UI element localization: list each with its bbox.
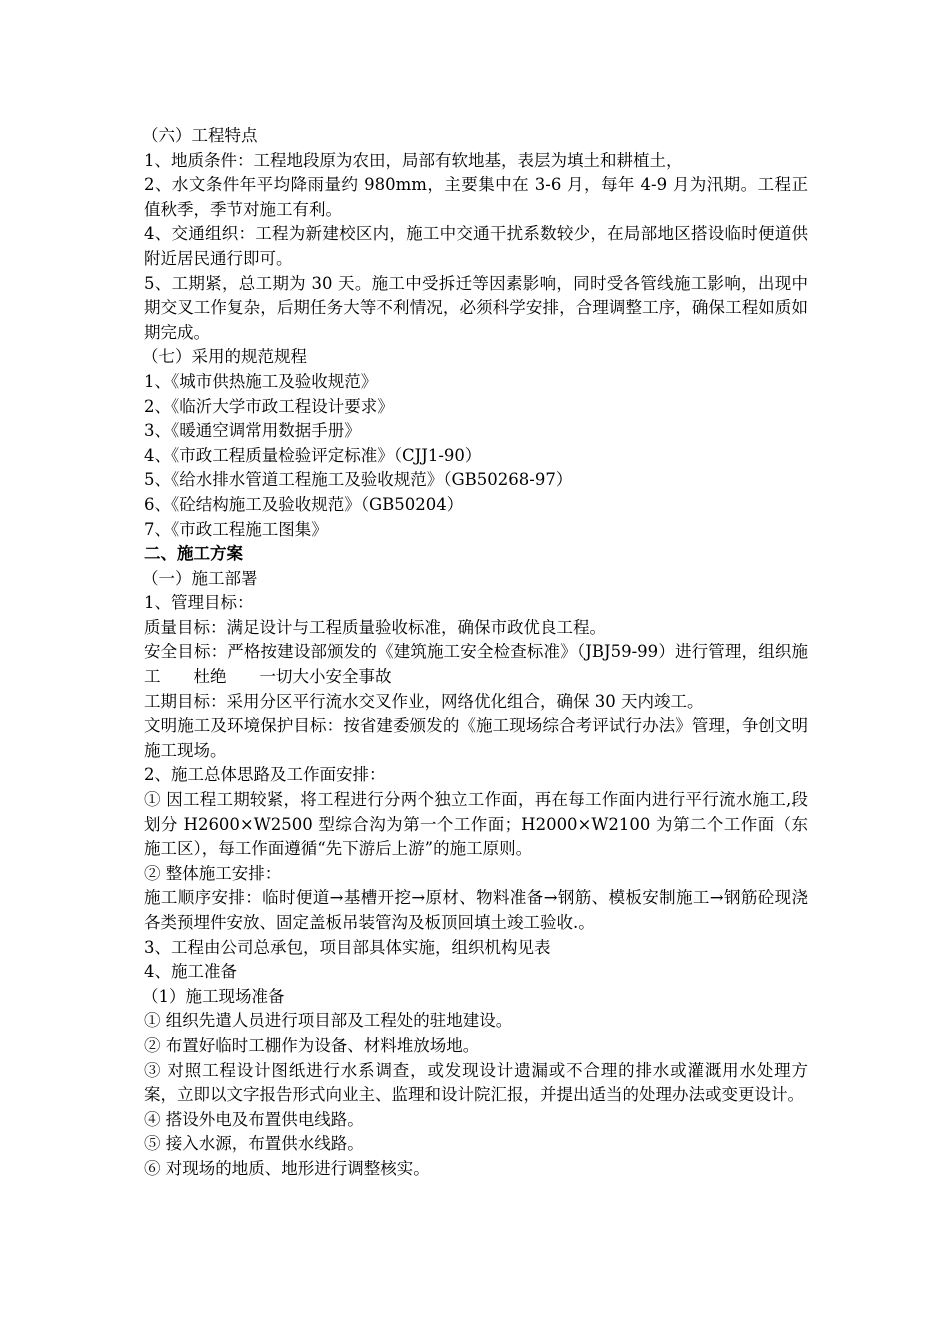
standard-item: 6、《砼结构施工及验收规范》（GB50204）: [144, 494, 464, 514]
subheading-preparation: 4、施工准备: [144, 962, 237, 982]
paragraph-schedule: 5、工期紧，总工期为 30 天。施工中受拆迁等因素影响，同时受各管线施工影响，出现中期交叉工作复杂，后期任务大等不利情况，必须科学安排，合理调整工序，确保工程如质如期完成。: [144, 273, 808, 342]
paragraph-hydrology: 2、水文条件年平均降雨量约 980mm，主要集中在 3-6 月，每年 4-9 月为汛期。工程正值秋季，季节对施工有利。: [144, 175, 808, 219]
preparation-item: ⑤ 接入水源，布置供水线路。: [144, 1134, 364, 1154]
standard-item: 3、《暖通空调常用数据手册》: [144, 421, 361, 441]
subheading-management-goals: 1、管理目标：: [144, 593, 254, 613]
standard-item: 5、《给水排水管道工程施工及验收规范》（GB50268-97）: [144, 470, 573, 490]
section-heading-project-features: （六）工程特点: [142, 126, 258, 145]
preparation-item: ② 布置好临时工棚作为设备、材料堆放场地。: [144, 1035, 480, 1055]
preparation-item: ⑥ 对现场的地质、地形进行调整核实。: [144, 1158, 430, 1178]
preparation-item: ① 组织先遣人员进行项目部及工程处的驻地建设。: [144, 1011, 513, 1031]
chapter-heading-construction-plan: 二、施工方案: [144, 544, 243, 564]
preparation-item: ③ 对照工程设计图纸进行水系调查，或发现设计遗漏或不合理的排水或灌溉用水处理方案，立即以文字报告形式向业主、监理和设计院汇报，并提出适当的处理办法或变更设计。: [144, 1060, 808, 1105]
paragraph-geology: 1、地质条件：工程地段原为农田，局部有软地基，表层为填土和耕植土，: [144, 150, 683, 170]
standard-item: 2、《临沂大学市政工程设计要求》: [144, 396, 394, 416]
preparation-item: ④ 搭设外电及布置供电线路。: [144, 1109, 364, 1129]
standard-item: 4、《市政工程质量检验评定标准》（CJJ1-90）: [144, 445, 482, 465]
paragraph-work-faces: ① 因工程工期较紧，将工程进行分两个独立工作面，再在每工作面内进行平行流水施工,段划分 H2600×W2500 型综合沟为第一个工作面；H2000×W2100 为第二个工作面（东施工区），每工作面遵循“先下游后上游”的施工原则。: [144, 790, 808, 859]
paragraph-traffic: 4、交通组织：工程为新建校区内，施工中交通干扰系数较少，在局部地区搭设临时便道供附近居民通行即可。: [144, 224, 808, 268]
paragraph-quality-goal: 质量目标：满足设计与工程质量验收标准，确保市政优良工程。: [144, 617, 606, 637]
paragraph-construction-sequence: 施工顺序安排：临时便道→基槽开挖→原材、物料准备→钢筋、模板安制施工→钢筋砼现浇各类预埋件安放、固定盖板吊装管沟及板顶回填土竣工验收.。: [144, 888, 808, 932]
document-page: [144, 124, 808, 1182]
standard-item: 1、《城市供热施工及验收规范》: [144, 371, 378, 391]
subheading-site-preparation: （1）施工现场准备: [142, 986, 285, 1006]
subheading-overall-arrangement: ② 整体施工安排：: [144, 863, 282, 883]
paragraph-schedule-goal: 工期目标：采用分区平行流水交叉作业，网络优化组合，确保 30 天内竣工。: [144, 691, 704, 711]
subheading-overall-approach: 2、施工总体思路及工作面安排：: [144, 765, 386, 785]
section-heading-deployment: （一）施工部署: [142, 568, 258, 588]
paragraph-safety-goal: 安全目标：严格按建设部颁发的《建筑施工安全检查标准》（JBJ59-99）进行管理，组织施工 杜绝 一切大小安全事故: [144, 642, 808, 687]
paragraph-organization: 3、工程由公司总承包，项目部具体实施，组织机构见表: [144, 937, 551, 957]
standard-item: 7、《市政工程施工图集》: [144, 519, 328, 539]
paragraph-civilized-construction-goal: 文明施工及环境保护目标：按省建委颁发的《施工现场综合考评试行办法》管理，争创文明施工现场。: [144, 716, 808, 760]
section-heading-standards: （七）采用的规范规程: [142, 347, 307, 367]
